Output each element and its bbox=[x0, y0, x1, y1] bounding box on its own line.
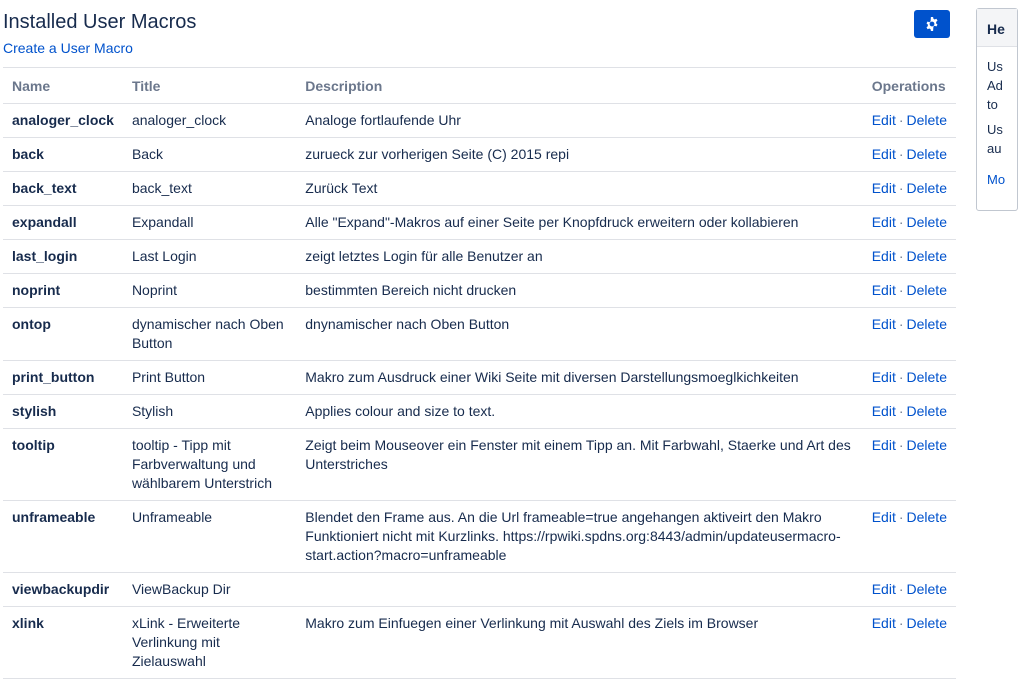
macro-operations bbox=[863, 429, 956, 501]
table-body bbox=[3, 104, 956, 679]
operations-separator: · bbox=[898, 403, 904, 419]
macro-description: Makro zum Einfuegen einer Verlinkung mit Auswahl des Ziels im Browser bbox=[296, 607, 862, 679]
macro-name: ontop bbox=[3, 308, 123, 361]
table-row bbox=[3, 501, 956, 573]
user-macros-table bbox=[3, 67, 956, 679]
column-header-operations: Operations bbox=[863, 68, 956, 104]
table-row bbox=[3, 607, 956, 679]
macro-operations bbox=[863, 104, 956, 138]
table-row bbox=[3, 308, 956, 361]
table-row bbox=[3, 429, 956, 501]
table-row bbox=[3, 206, 956, 240]
table-row bbox=[3, 104, 956, 138]
macro-name: print_button bbox=[3, 361, 123, 395]
macro-description: Applies colour and size to text. bbox=[296, 395, 862, 429]
macro-description: zurueck zur vorherigen Seite (C) 2015 repi bbox=[296, 138, 862, 172]
macro-title: Noprint bbox=[123, 274, 296, 308]
help-text-line: Us bbox=[987, 122, 1003, 137]
operations-separator: · bbox=[898, 615, 904, 631]
operations-separator: · bbox=[898, 581, 904, 597]
macro-description: bestimmten Bereich nicht drucken bbox=[296, 274, 862, 308]
edit-macro-link[interactable]: Edit bbox=[871, 282, 896, 298]
macro-title: tooltip - Tipp mit Farbverwaltung und wählbarem Unterstrich bbox=[123, 429, 296, 501]
help-text-line: au bbox=[987, 141, 1002, 156]
edit-macro-link[interactable]: Edit bbox=[871, 615, 896, 631]
edit-macro-link[interactable]: Edit bbox=[871, 509, 896, 525]
macro-title: dynamischer nach Oben Button bbox=[123, 308, 296, 361]
table-row bbox=[3, 274, 956, 308]
edit-macro-link[interactable]: Edit bbox=[871, 316, 896, 332]
column-header-name: Name bbox=[3, 68, 123, 104]
delete-macro-link[interactable]: Delete bbox=[906, 403, 947, 419]
macro-title: Stylish bbox=[123, 395, 296, 429]
macro-operations bbox=[863, 607, 956, 679]
settings-button[interactable] bbox=[914, 10, 950, 38]
macro-description: Zurück Text bbox=[296, 172, 862, 206]
macro-title: analoger_clock bbox=[123, 104, 296, 138]
gear-icon bbox=[924, 16, 940, 32]
edit-macro-link[interactable]: Edit bbox=[871, 146, 896, 162]
operations-separator: · bbox=[898, 316, 904, 332]
macro-operations bbox=[863, 138, 956, 172]
operations-separator: · bbox=[898, 180, 904, 196]
macro-title: xLink - Erweiterte Verlinkung mit Zielauswahl bbox=[123, 607, 296, 679]
help-panel-heading: He bbox=[977, 9, 1017, 47]
help-text-line: Us bbox=[987, 59, 1003, 74]
macro-operations bbox=[863, 206, 956, 240]
edit-macro-link[interactable]: Edit bbox=[871, 437, 896, 453]
macro-description: zeigt letztes Login für alle Benutzer an bbox=[296, 240, 862, 274]
help-more-link[interactable]: Mo bbox=[987, 172, 1006, 187]
delete-macro-link[interactable]: Delete bbox=[906, 316, 947, 332]
macro-description: Makro zum Ausdruck einer Wiki Seite mit diversen Darstellungsmoeglkichkeiten bbox=[296, 361, 862, 395]
column-header-description: Description bbox=[296, 68, 862, 104]
delete-macro-link[interactable]: Delete bbox=[906, 112, 947, 128]
create-user-macro-link[interactable]: Create a User Macro bbox=[3, 40, 133, 56]
macro-description: Blendet den Frame aus. An die Url frameable=true angehangen aktiveirt den Makro Funktioniert nicht mit Kurzlinks. https://rpwiki.spdns.org:8443/admin/updateusermacro-start.action?macro=unframeable bbox=[296, 501, 862, 573]
edit-macro-link[interactable]: Edit bbox=[871, 369, 896, 385]
macro-operations bbox=[863, 395, 956, 429]
table-header-row bbox=[3, 68, 956, 104]
macro-name: noprint bbox=[3, 274, 123, 308]
edit-macro-link[interactable]: Edit bbox=[871, 248, 896, 264]
macro-name: expandall bbox=[3, 206, 123, 240]
macro-name: unframeable bbox=[3, 501, 123, 573]
macro-name: stylish bbox=[3, 395, 123, 429]
macro-description bbox=[296, 573, 862, 607]
operations-separator: · bbox=[898, 112, 904, 128]
delete-macro-link[interactable]: Delete bbox=[906, 615, 947, 631]
table-row bbox=[3, 361, 956, 395]
column-header-title: Title bbox=[123, 68, 296, 104]
edit-macro-link[interactable]: Edit bbox=[871, 214, 896, 230]
macro-name: tooltip bbox=[3, 429, 123, 501]
table-row bbox=[3, 395, 956, 429]
operations-separator: · bbox=[898, 509, 904, 525]
operations-separator: · bbox=[898, 248, 904, 264]
help-panel bbox=[976, 8, 1018, 211]
delete-macro-link[interactable]: Delete bbox=[906, 369, 947, 385]
macro-operations bbox=[863, 240, 956, 274]
help-text-line: to bbox=[987, 97, 998, 112]
macro-operations bbox=[863, 573, 956, 607]
macro-name: analoger_clock bbox=[3, 104, 123, 138]
macro-name: last_login bbox=[3, 240, 123, 274]
edit-macro-link[interactable]: Edit bbox=[871, 403, 896, 419]
edit-macro-link[interactable]: Edit bbox=[871, 581, 896, 597]
help-text-line: Ad bbox=[987, 78, 1003, 93]
operations-separator: · bbox=[898, 282, 904, 298]
table-row bbox=[3, 573, 956, 607]
edit-macro-link[interactable]: Edit bbox=[871, 180, 896, 196]
operations-separator: · bbox=[898, 369, 904, 385]
macro-operations bbox=[863, 308, 956, 361]
macro-operations bbox=[863, 172, 956, 206]
table-row bbox=[3, 138, 956, 172]
macro-title: Print Button bbox=[123, 361, 296, 395]
macro-description: Alle "Expand"-Makros auf einer Seite per Knopfdruck erweitern oder kollabieren bbox=[296, 206, 862, 240]
macro-title: Expandall bbox=[123, 206, 296, 240]
macro-name: xlink bbox=[3, 607, 123, 679]
macro-title: Unframeable bbox=[123, 501, 296, 573]
macro-description: Analoge fortlaufende Uhr bbox=[296, 104, 862, 138]
macro-title: ViewBackup Dir bbox=[123, 573, 296, 607]
macro-name: back_text bbox=[3, 172, 123, 206]
macro-name: viewbackupdir bbox=[3, 573, 123, 607]
delete-macro-link[interactable]: Delete bbox=[906, 437, 947, 453]
operations-separator: · bbox=[898, 146, 904, 162]
table-row bbox=[3, 240, 956, 274]
macro-description: dnynamischer nach Oben Button bbox=[296, 308, 862, 361]
delete-macro-link[interactable]: Delete bbox=[906, 282, 947, 298]
page-title: Installed User Macros bbox=[3, 11, 197, 33]
edit-macro-link[interactable]: Edit bbox=[871, 112, 896, 128]
delete-macro-link[interactable]: Delete bbox=[906, 146, 947, 162]
table-row bbox=[3, 172, 956, 206]
operations-separator: · bbox=[898, 214, 904, 230]
help-panel-body bbox=[977, 47, 1017, 189]
macro-title: back_text bbox=[123, 172, 296, 206]
operations-separator: · bbox=[898, 437, 904, 453]
macro-title: Back bbox=[123, 138, 296, 172]
delete-macro-link[interactable]: Delete bbox=[906, 214, 947, 230]
macro-operations bbox=[863, 361, 956, 395]
macro-title: Last Login bbox=[123, 240, 296, 274]
macro-operations bbox=[863, 274, 956, 308]
delete-macro-link[interactable]: Delete bbox=[906, 180, 947, 196]
macro-operations bbox=[863, 501, 956, 573]
delete-macro-link[interactable]: Delete bbox=[906, 509, 947, 525]
macro-name: back bbox=[3, 138, 123, 172]
delete-macro-link[interactable]: Delete bbox=[906, 248, 947, 264]
macro-description: Zeigt beim Mouseover ein Fenster mit einem Tipp an. Mit Farbwahl, Staerke und Art des Unterstriches bbox=[296, 429, 862, 501]
delete-macro-link[interactable]: Delete bbox=[906, 581, 947, 597]
